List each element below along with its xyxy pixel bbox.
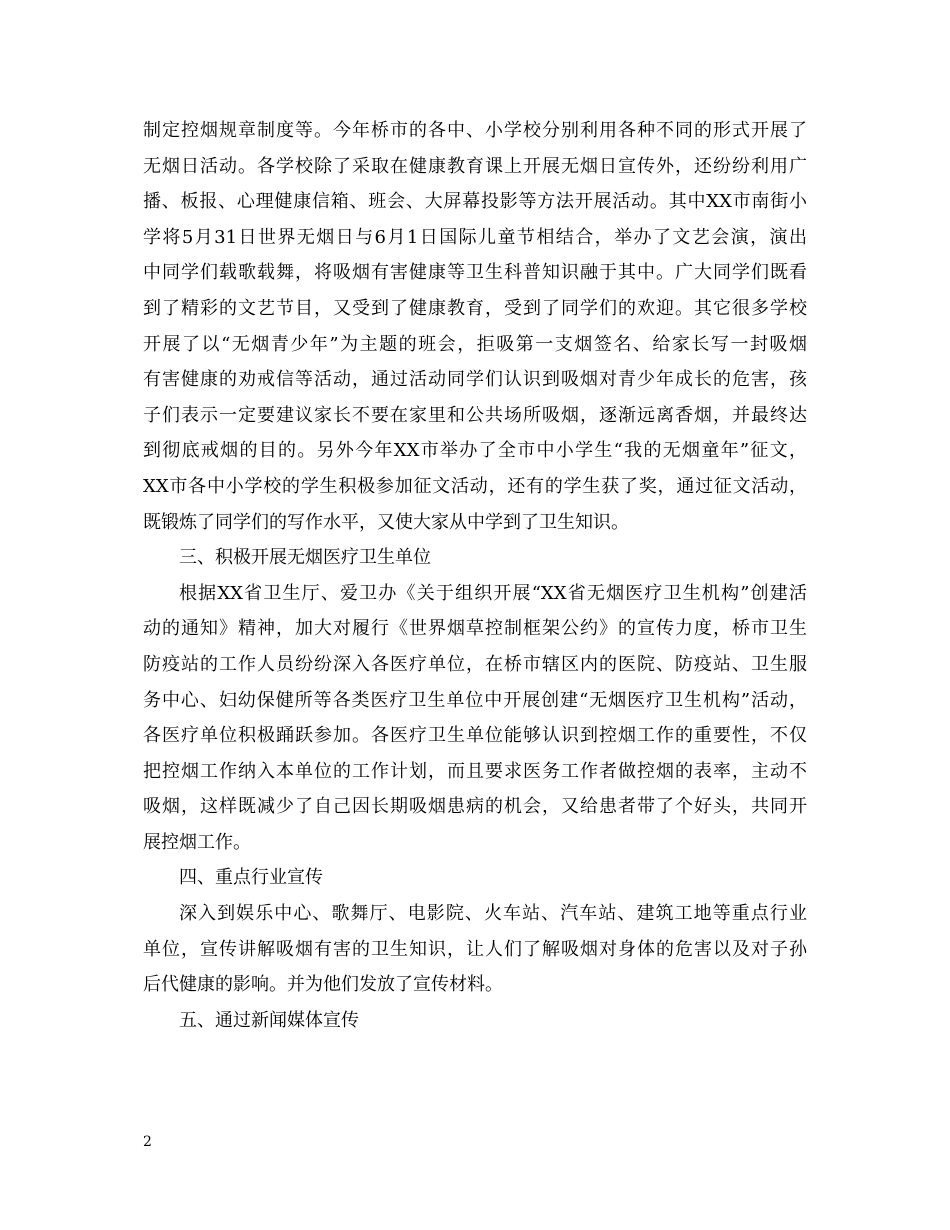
paragraph-line: 深入到娱乐中心、歌舞厅、电影院、火车站、汽车站、建筑工地等重点行业 [179,903,807,925]
paragraph-line: 中同学们载歌载舞，将吸烟有害健康等卫生科普知识融于其中。广大同学们既看 [143,262,807,284]
paragraph-line: 把控烟工作纳入本单位的工作计划，而且要求医务工作者做控烟的表率，主动不 [143,760,807,782]
paragraph-line: 根据XX省卫生厅、爱卫办《关于组织开展“XX省无烟医疗卫生机构”创建活 [179,582,807,604]
paragraph-line: 务中心、妇幼保健所等各类医疗卫生单位中开展创建“无烟医疗卫生机构”活动， [143,689,807,711]
paragraph-line: 各医疗单位积极踊跃参加。各医疗卫生单位能够认识到控烟工作的重要性，不仅 [143,725,807,747]
paragraph-line: 播、板报、心理健康信箱、班会、大屏幕投影等方法开展活动。其中XX市南街小 [143,191,807,213]
paragraph-line: 动的通知》精神，加大对履行《世界烟草控制框架公约》的宣传力度，桥市卫生 [143,618,807,640]
paragraph-line: 无烟日活动。各学校除了采取在健康教育课上开展无烟日宣传外，还纷纷利用广 [143,155,807,177]
paragraph-line: 防疫站的工作人员纷纷深入各医疗单位，在桥市辖区内的医院、防疫站、卫生服 [143,653,807,675]
paragraph-line: 子们表示一定要建议家长不要在家里和公共场所吸烟，逐渐远离香烟，并最终达 [143,404,807,426]
section-heading: 四、重点行业宣传 [179,867,323,889]
paragraph-line: 单位，宣传讲解吸烟有害的卫生知识，让人们了解吸烟对身体的危害以及对子孙 [143,938,807,960]
paragraph-line: XX市各中小学校的学生积极参加征文活动，还有的学生获了奖，通过征文活动， [143,475,807,497]
section-heading: 三、积极开展无烟医疗卫生单位 [179,547,431,569]
page-number: 2 [143,1134,152,1150]
paragraph-line: 到彻底戒烟的目的。另外今年XX市举办了全市中小学生“我的无烟童年”征文， [143,440,807,462]
document-body [143,113,807,1038]
paragraph-line: 展控烟工作。 [143,831,251,853]
paragraph-line: 开展了以“无烟青少年”为主题的班会，拒吸第一支烟签名、给家长写一封吸烟 [143,333,807,355]
paragraph-line: 吸烟，这样既减少了自己因长期吸烟患病的机会，又给患者带了个好头，共同开 [143,796,807,818]
paragraph-line: 既锻炼了同学们的写作水平，又使大家从中学到了卫生知识。 [143,511,629,533]
section-heading: 五、通过新闻媒体宣传 [179,1009,359,1031]
paragraph-line: 到了精彩的文艺节目，又受到了健康教育，受到了同学们的欢迎。其它很多学校 [143,297,807,319]
paragraph-line: 学将5月31日世界无烟日与6月1日国际儿童节相结合，举办了文艺会演，演出 [143,226,807,248]
paragraph-line: 后代健康的影响。并为他们发放了宣传材料。 [143,974,503,996]
paragraph-line: 制定控烟规章制度等。今年桥市的各中、小学校分别利用各种不同的形式开展了 [143,120,807,141]
paragraph-line: 有害健康的劝戒信等活动，通过活动同学们认识到吸烟对青少年成长的危害，孩 [143,369,807,391]
